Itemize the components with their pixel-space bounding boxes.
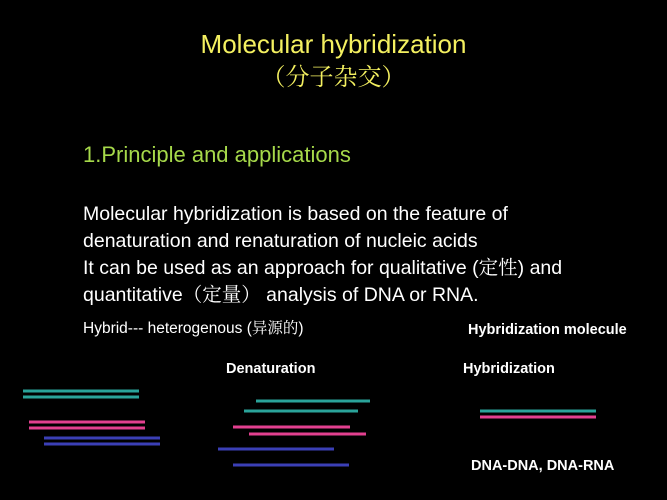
label-denaturation: Denaturation	[226, 361, 316, 377]
label-hybrid-types: DNA-DNA, DNA-RNA	[471, 458, 615, 474]
hybrid-note: Hybrid--- heterogenous (异源的)	[83, 320, 304, 337]
body-line-4: quantitative（定量） analysis of DNA or RNA.	[83, 284, 479, 306]
body-line-3: It can be used as an approach for qualitative (定性) and	[83, 257, 563, 279]
body-line-2: denaturation and renaturation of nucleic acids	[83, 230, 478, 252]
body-line-1: Molecular hybridization is based on the feature of	[83, 203, 508, 225]
label-hybridization-molecule: Hybridization molecule	[468, 322, 627, 338]
label-hybridization: Hybridization	[463, 361, 555, 377]
section-heading: 1.Principle and applications	[83, 142, 351, 167]
slide-subtitle: （分子杂交）	[261, 63, 406, 91]
slide-title: Molecular hybridization	[200, 29, 467, 59]
